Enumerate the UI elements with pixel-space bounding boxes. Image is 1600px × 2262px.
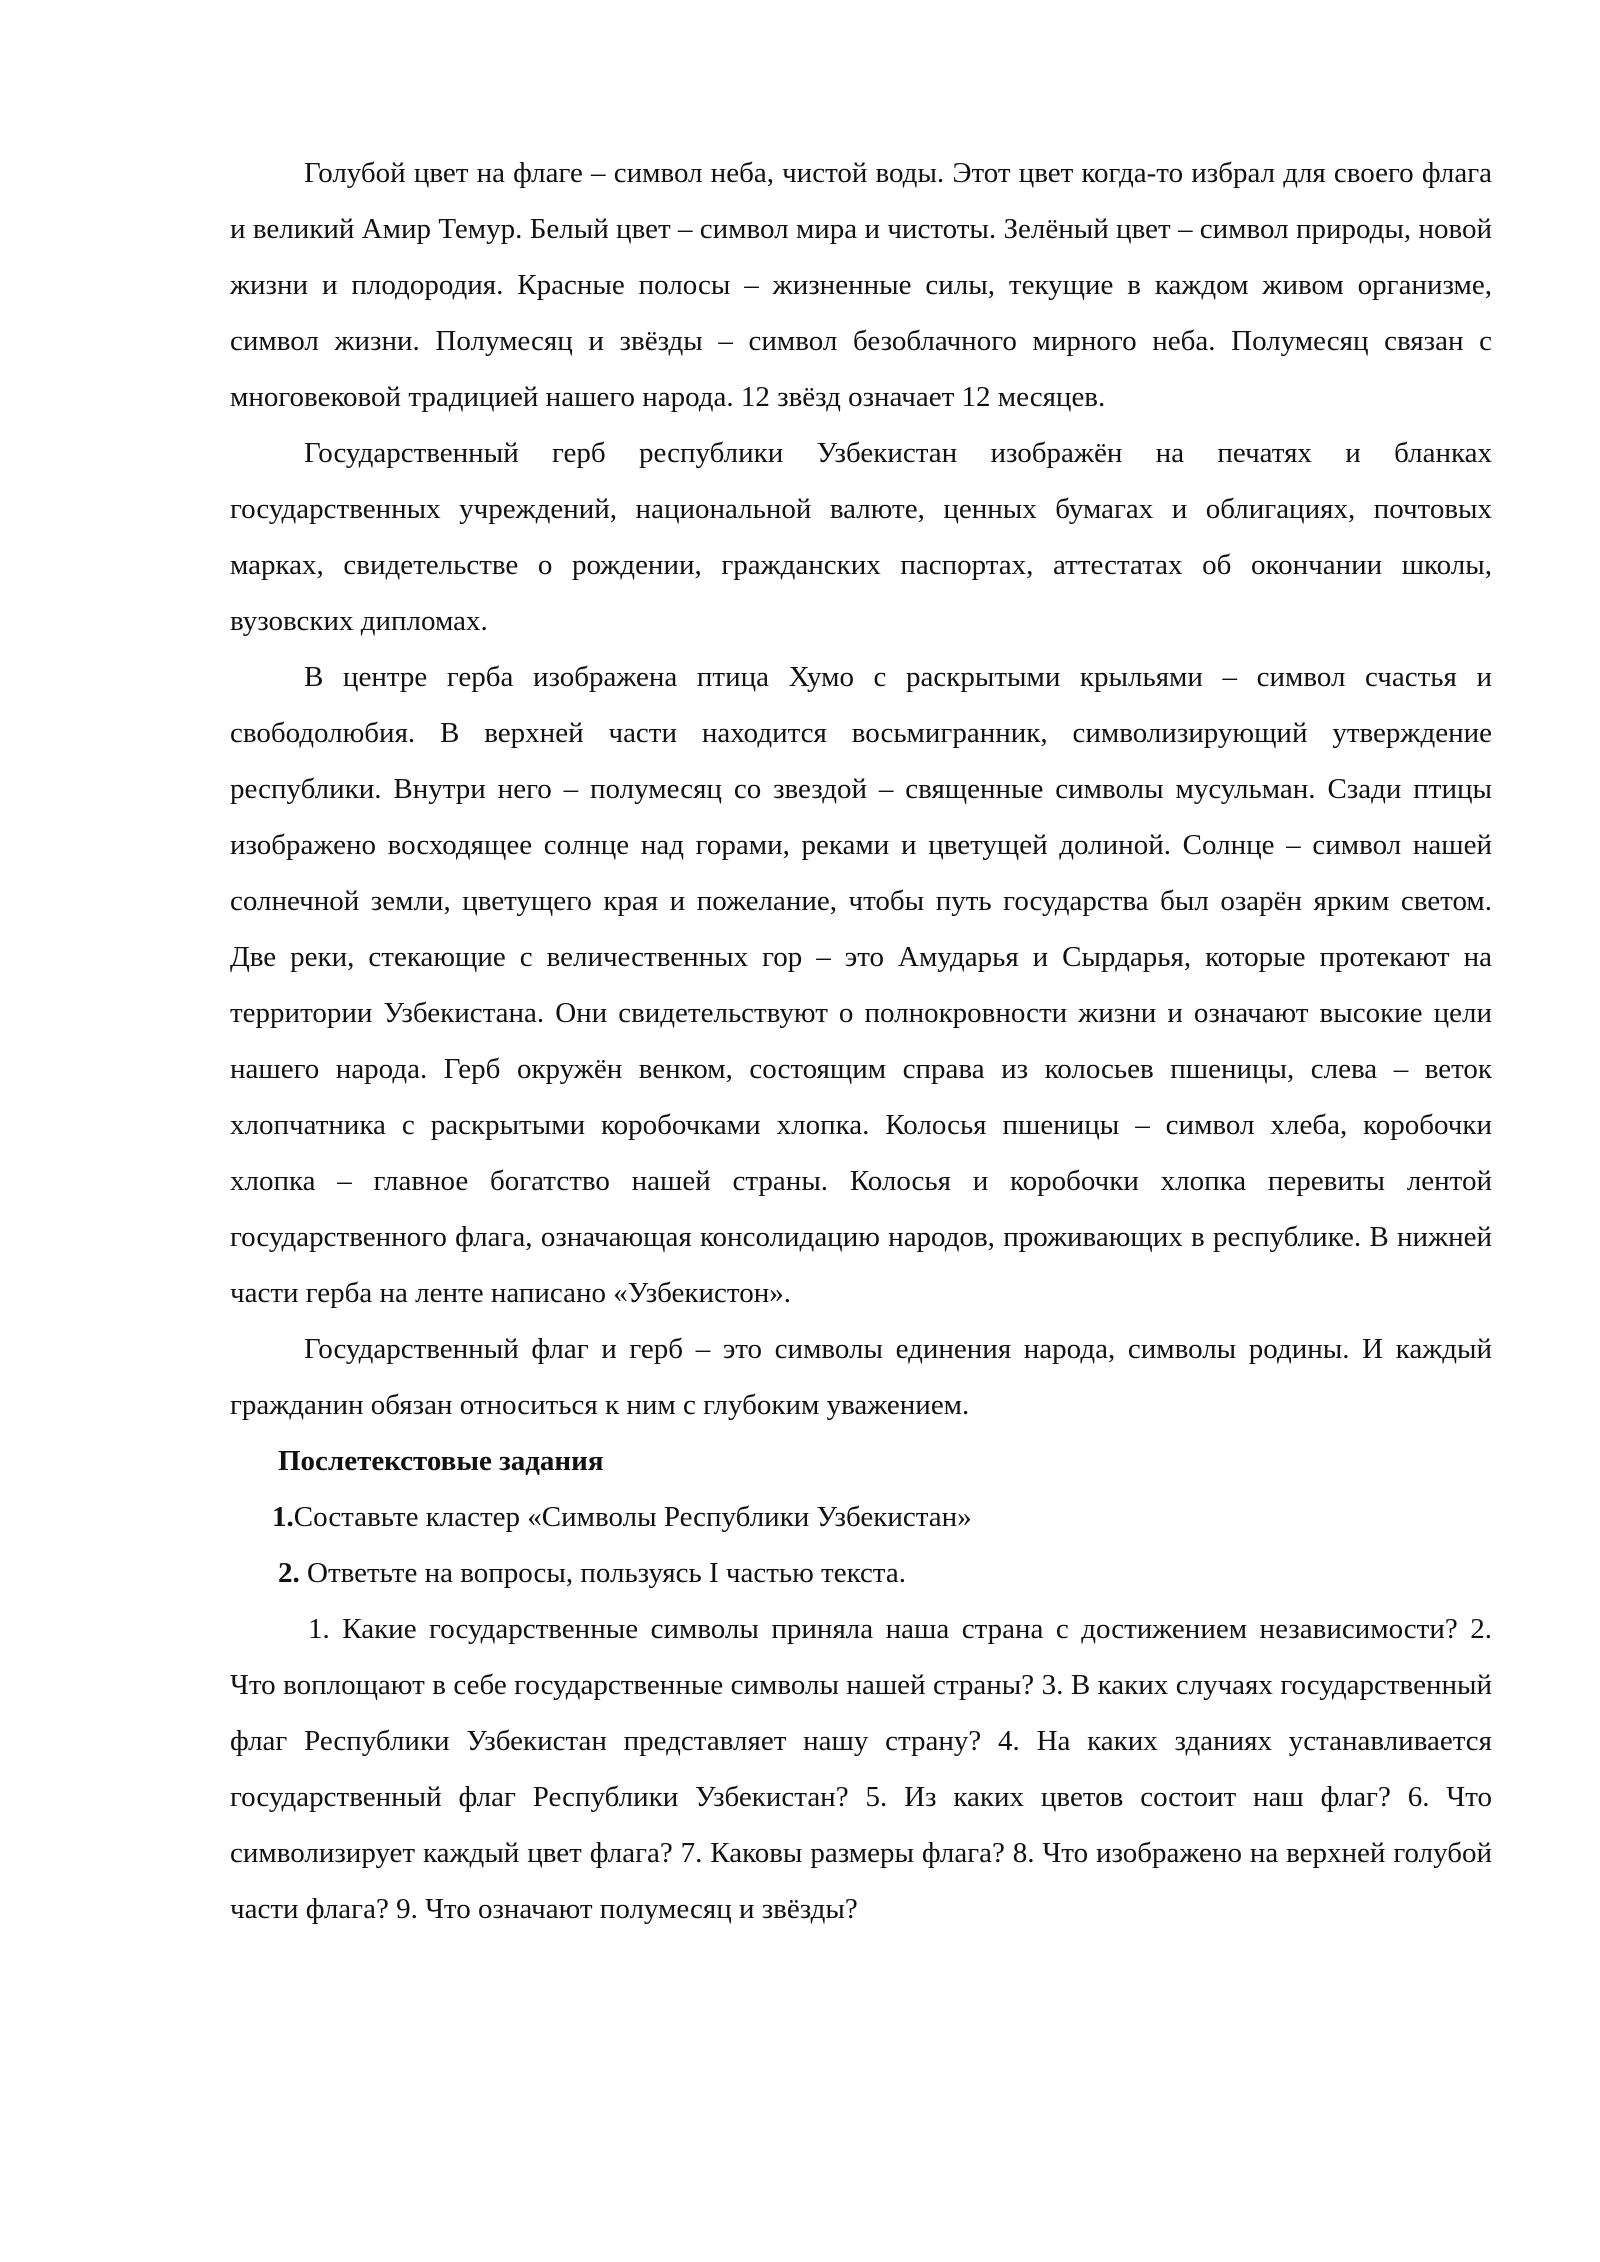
document-page — [230, 145, 1492, 1937]
task-2 — [230, 1545, 1492, 1601]
task-2-number: 2. — [278, 1557, 300, 1589]
task-1-text: Составьте кластер «Символы Республики Узбекистан» — [293, 1501, 972, 1533]
task-2-text: Ответьте на вопросы, пользуясь I частью текста. — [299, 1557, 906, 1589]
paragraph-flag-colors: Голубой цвет на флаге – символ неба, чистой воды. Этот цвет когда-то избрал для своего флага и великий Амир Темур. Белый цвет – символ мира и чистоты. Зелёный цвет – символ природы, новой жизни и плодородия. Красные полосы – жизненные силы, текущие в каждом живом организме, символ жизни. Полумесяц и звёзды – символ безоблачного мирного неба. Полумесяц связан с многовековой традицией нашего народа. 12 звёзд означает 12 месяцев. — [230, 157, 1492, 413]
paragraph-conclusion: Государственный флаг и герб – это символы единения народа, символы родины. И каждый гражданин обязан относиться к ним с глубоким уважением. — [230, 1333, 1492, 1421]
section-heading: Послетекстовые задания — [278, 1445, 604, 1477]
paragraph-coat-of-arms-usage: Государственный герб республики Узбекистан изображён на печатях и бланках государственных учреждений, национальной валюте, ценных бумагах и облигациях, почтовых марках, свидетельстве о рождении, гражданских паспортах, аттестатах об окончании школы, вузовских дипломах. — [230, 437, 1492, 637]
paragraph-coat-of-arms-description: В центре герба изображена птица Хумо с раскрытыми крыльями – символ счастья и свободолюбия. В верхней части находится восьмигранник, символизирующий утверждение республики. Внутри него – полумесяц со звездой – священные символы мусульман. Сзади птицы изображено восходящее солнце над горами, реками и цветущей долиной. Солнце – символ нашей солнечной земли, цветущего края и пожелание, чтобы путь государства был озарён ярким светом. Две реки, стекающие с величественных гор – это Амударья и Сырдарья, которые протекают на территории Узбекистана. Они свидетельствуют о полнокровности жизни и означают высокие цели нашего народа. Герб окружён венком, состоящим справа из колосьев пшеницы, слева – веток хлопчатника с раскрытыми коробочками хлопка. Колосья пшеницы – символ хлеба, коробочки хлопка – главное богатство нашей страны. Колосья и коробочки хлопка перевиты лентой государственного флага, означающая консолидацию народов, проживающих в республике. В нижней части герба на ленте написано «Узбекистон». — [230, 661, 1492, 1309]
task-1-number: 1. — [272, 1501, 294, 1533]
task-1 — [230, 1489, 1492, 1545]
questions-paragraph: 1. Какие государственные символы приняла наша страна с достижением независимости? 2. Что воплощают в себе государственные символы нашей страны? 3. В каких случаях государственный флаг Республики Узбекистан представляет нашу страну? 4. На каких зданиях устанавливается государственный флаг Республики Узбекистан? 5. Из каких цветов состоит наш флаг? 6. Что символизирует каждый цвет флага? 7. Каковы размеры флага? 8. Что изображено на верхней голубой части флага? 9. Что означают полумесяц и звёзды? — [230, 1613, 1492, 1925]
